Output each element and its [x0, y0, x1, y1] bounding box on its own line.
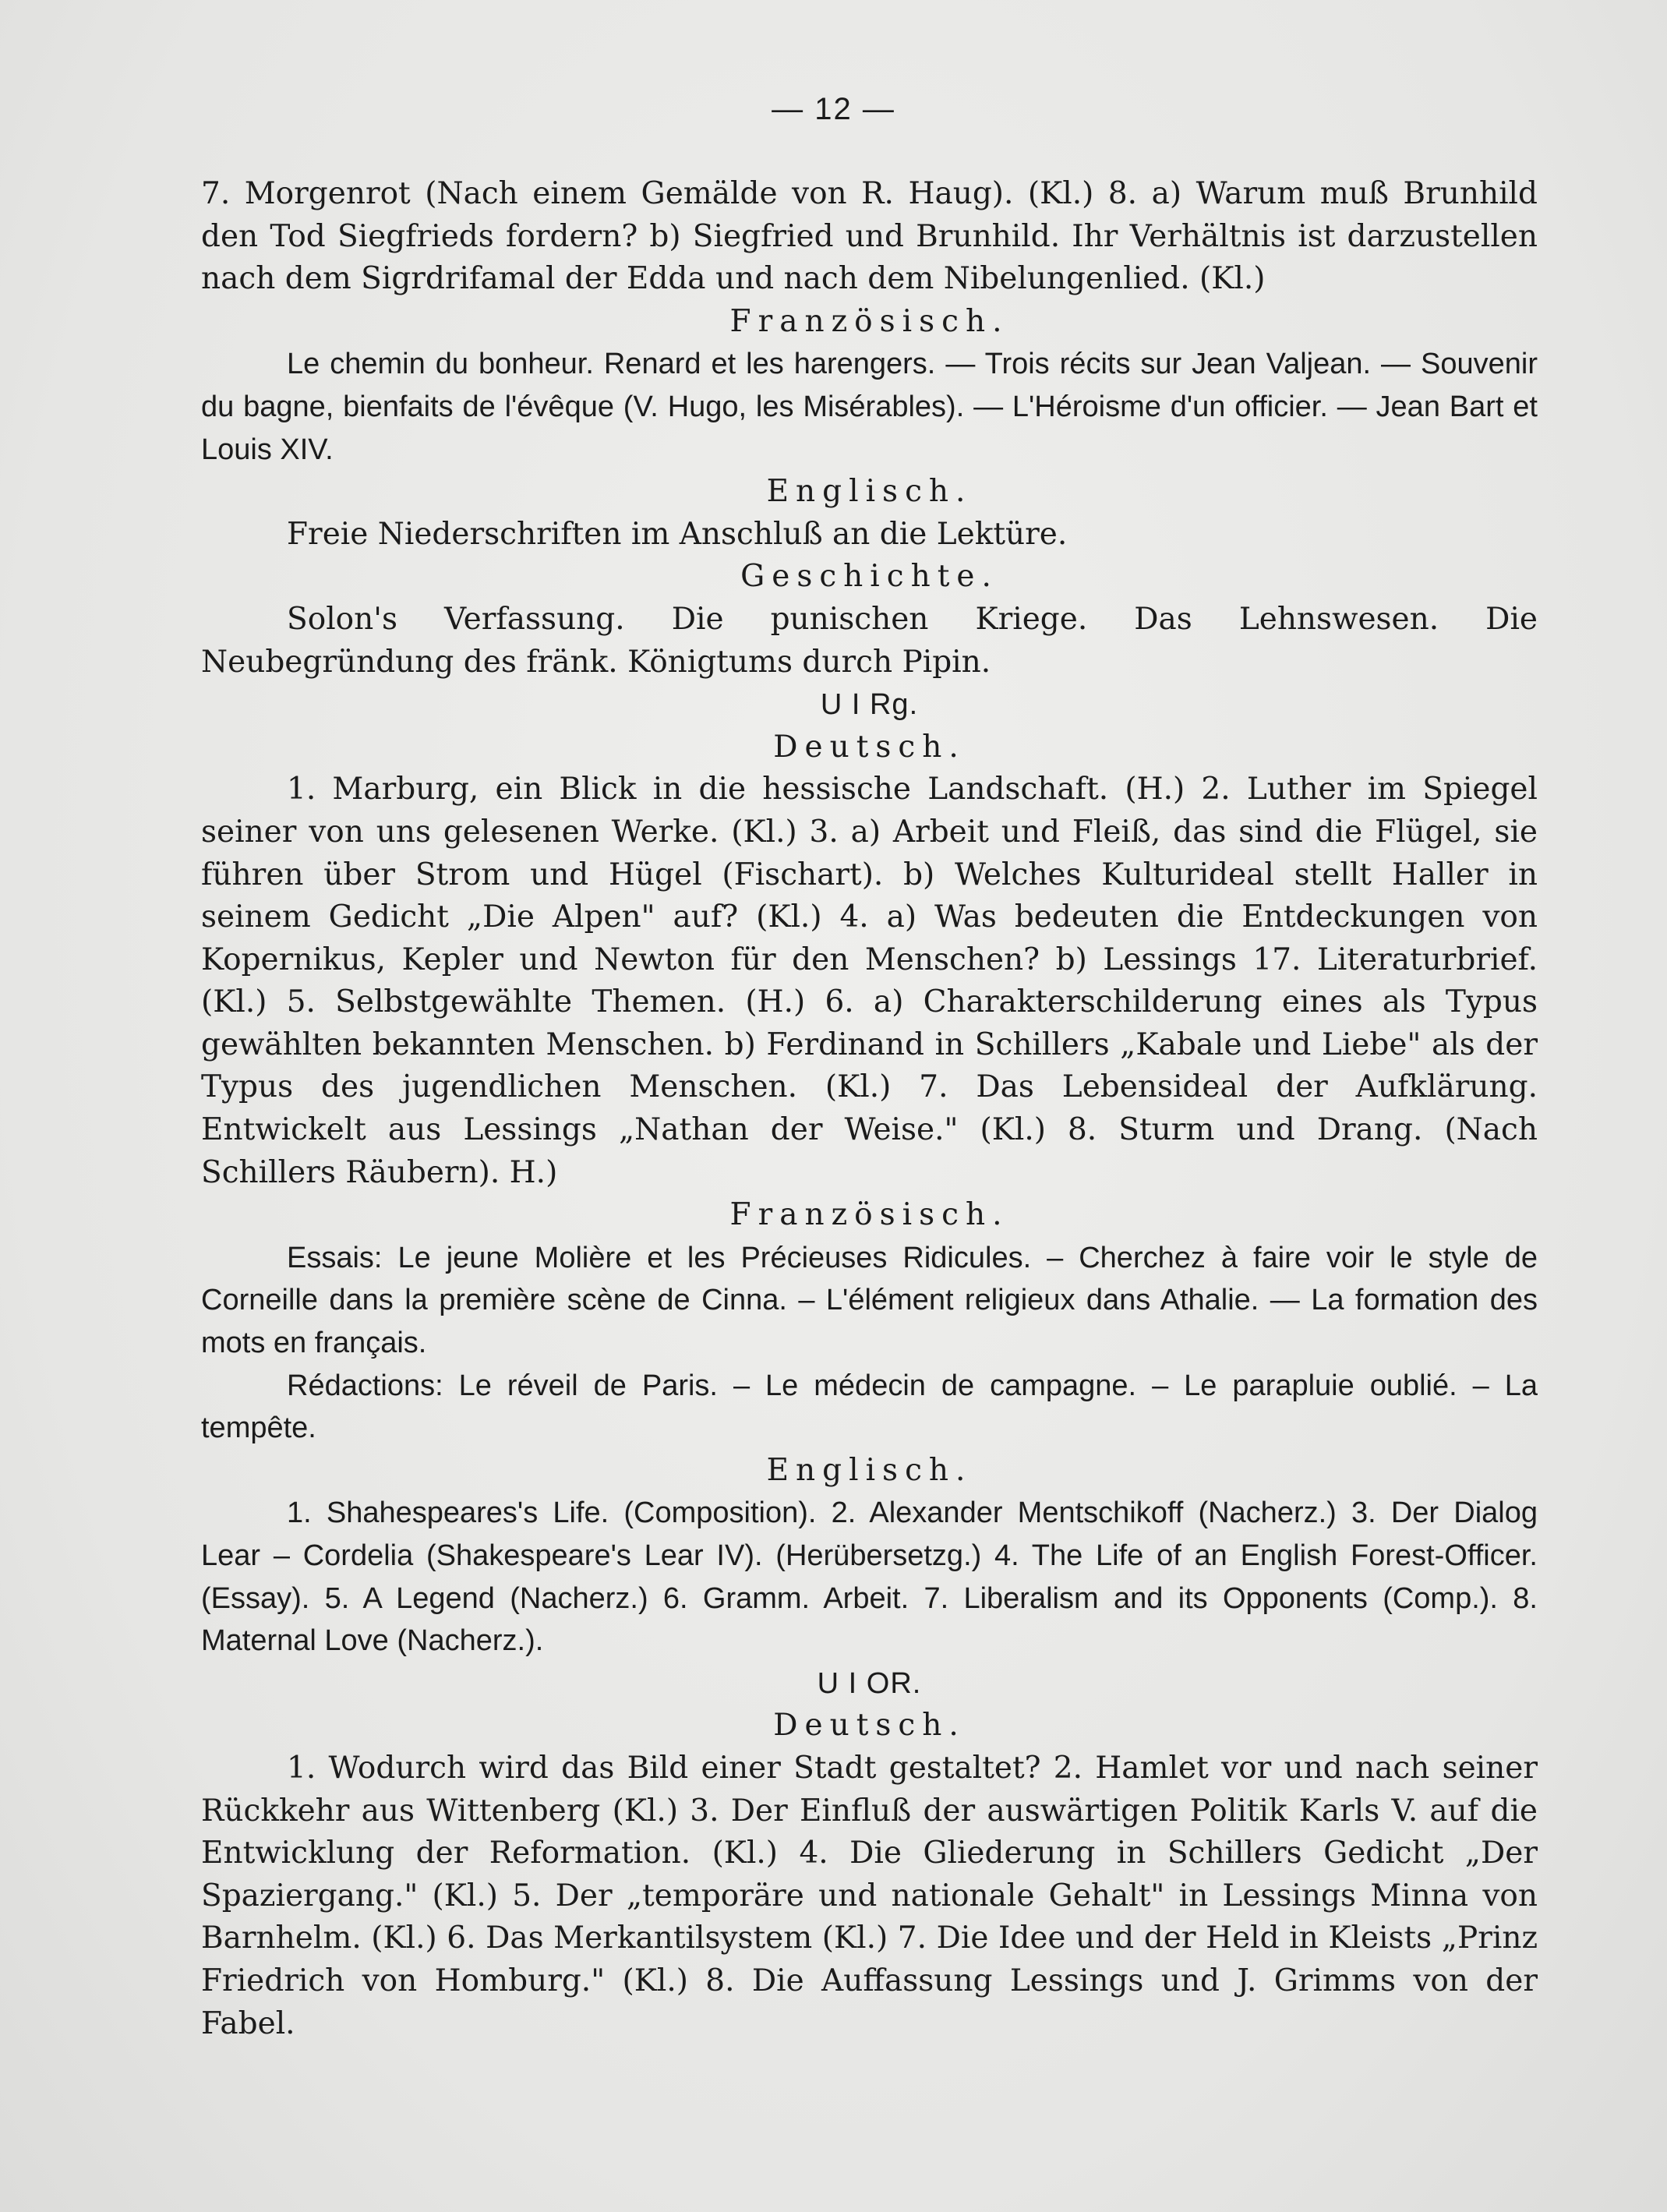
paragraph-english-topics-rg: 1. Shahespeares's Life. (Composition). 2. Alexander Mentschikoff (Nacherz.) 3. Der Dialog Lear – Cordelia (Shakespeare's Lear IV). (Herübersetzg.) 4. The Life of an English Forest-Officer. (Essay). 5. A Legend (Nacherz.) 6. Gramm. Arbeit. 7. Liberalism and its Opponents (Comp.). 8. Maternal Love (Nacherz.).	[201, 1496, 1538, 1658]
paragraph-english-texts: Freie Niederschriften im Anschluß an die Lektüre.	[287, 516, 1068, 552]
class-heading-u-i-or: U I OR.	[817, 1666, 922, 1700]
section-heading-deutsch-or: Deutsch.	[773, 1708, 966, 1744]
paragraph-french-redactions: Rédactions: Le réveil de Paris. – Le médecin de campagne. – Le parapluie oublié. – La tempête.	[201, 1369, 1538, 1445]
page-number: — 12 —	[772, 92, 895, 126]
paragraph-essay-topics-7-8: 7. Morgenrot (Nach einem Gemälde von R. Haug). (Kl.) 8. a) Warum muß Brunhild den Tod Siegfrieds fordern? b) Siegfried und Brunhild. Ihr Verhältnis ist darzustellen nach dem Sigrdrifamal der Edda und nach dem Nibelungenlied. (Kl.)	[201, 176, 1538, 297]
section-heading-englisch-rg: Englisch.	[766, 1452, 973, 1488]
section-heading-geschichte: Geschichte.	[740, 559, 998, 595]
section-heading-deutsch-rg: Deutsch.	[773, 729, 966, 765]
paragraph-german-topics-rg: 1. Marburg, ein Blick in die hessische Landschaft. (H.) 2. Luther im Spiegel seiner von uns gelesenen Werke. (Kl.) 3. a) Arbeit und Fleiß, das sind die Flügel, sie führen über Strom und Hügel (Fischart). b) Welches Kulturideal stellt Haller in seinem Gedicht „Die Alpen" auf? (Kl.) 4. a) Was bedeuten die Entdeckungen von Kopernikus, Kepler und Newton für den Menschen? b) Lessings 17. Literaturbrief. (Kl.) 5. Selbstgewählte Themen. (H.) 6. a) Charakterschilderung eines als Typus gewählten bekannten Menschen. b) Ferdinand in Schillers „Kabale und Liebe" als der Typus des jugendlichen Menschen. (Kl.) 7. Das Lebensideal der Aufklärung. Entwickelt aus Lessings „Nathan der Weise." (Kl.) 8. Sturm und Drang. (Nach Schillers Räubern). H.)	[201, 772, 1538, 1190]
section-heading-franzoesisch: Französisch.	[729, 303, 1009, 339]
section-heading-englisch: Englisch.	[766, 474, 973, 510]
page-body	[201, 173, 1538, 2045]
paragraph-french-texts: Le chemin du bonheur. Renard et les harengers. — Trois récits sur Jean Valjean. — Souvenir du bagne, bienfaits de l'évêque (V. Hugo, les Misérables). — L'Héroisme d'un officier. — Jean Bart et Louis XIV.	[201, 348, 1538, 466]
paragraph-german-topics-or: 1. Wodurch wird das Bild einer Stadt gestaltet? 2. Hamlet vor und nach seiner Rückkehr aus Wittenberg (Kl.) 3. Der Einfluß der auswärtigen Politik Karls V. auf die Entwicklung der Reformation. (Kl.) 4. Die Gliederung in Schillers Gedicht „Der Spaziergang." (Kl.) 5. Der „temporäre und nationale Gehalt" in Lessings Minna von Barnhelm. (Kl.) 6. Das Merkantilsystem (Kl.) 7. Die Idee und der Held in Kleists „Prinz Friedrich von Homburg." (Kl.) 8. Die Auffassung Lessings und J. Grimms von der Fabel.	[201, 1750, 1538, 2041]
paragraph-french-essais: Essais: Le jeune Molière et les Précieuses Ridicules. – Cherchez à faire voir le style de Corneille dans la première scène de Cinna. – L'élément religieux dans Athalie. — La formation des mots en français.	[201, 1241, 1538, 1360]
section-heading-franzoesisch-rg: Französisch.	[729, 1197, 1009, 1233]
paragraph-history-topics: Solon's Verfassung. Die punischen Kriege. Das Lehnswesen. Die Neubegründung des fränk. Königtums durch Pipin.	[201, 601, 1538, 680]
class-heading-u-i-rg: U I Rg.	[820, 688, 919, 722]
